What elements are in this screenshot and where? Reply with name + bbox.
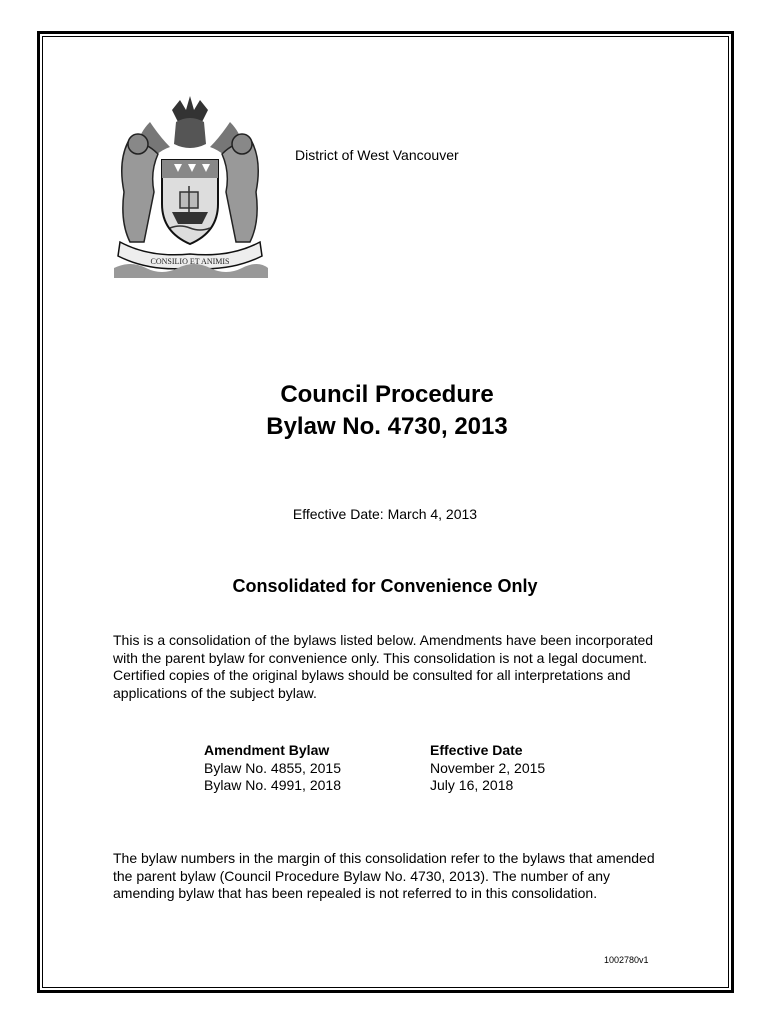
closing-paragraph: The bylaw numbers in the margin of this consolidation refer to the bylaws that amended the parent bylaw (Council Procedure Bylaw No. 4730, 2013). The number of any amending bylaw that has been repealed is not referred to in this consolidation. bbox=[113, 850, 655, 901]
amendment-bylaw-cell: Bylaw No. 4855, 2015 bbox=[204, 759, 341, 776]
intro-paragraph: This is a consolidation of the bylaws listed below. Amendments have been incorporated with the parent bylaw for convenience only. This consolidation is not a legal document. Certified copies of the original bylaws should be consulted for all interpretations and applications of the subject bylaw. bbox=[113, 632, 654, 701]
document-id: 1002780v1 bbox=[604, 955, 649, 965]
district-name: District of West Vancouver bbox=[295, 147, 459, 163]
amendment-date-cell: November 2, 2015 bbox=[430, 759, 546, 776]
amendment-date-cell: July 16, 2018 bbox=[430, 777, 514, 793]
document-title-line2: Bylaw No. 4730, 2013 bbox=[266, 413, 508, 440]
amendment-bylaw-header: Amendment Bylaw bbox=[204, 742, 330, 758]
amendment-bylaw-cell: Bylaw No. 4991, 2018 bbox=[204, 777, 341, 793]
consolidated-heading: Consolidated for Convenience Only bbox=[232, 576, 538, 596]
amendment-bylaw-column bbox=[204, 742, 341, 795]
effective-date: Effective Date: March 4, 2013 bbox=[292, 506, 478, 522]
amendment-date-column bbox=[430, 742, 545, 795]
amendment-date-header: Effective Date bbox=[430, 742, 523, 758]
coat-of-arms-icon bbox=[110, 92, 270, 278]
document-title-line1: Council Procedure bbox=[280, 381, 494, 408]
crest-motto-text: CONSILIO ET ANIMIS bbox=[150, 257, 230, 266]
